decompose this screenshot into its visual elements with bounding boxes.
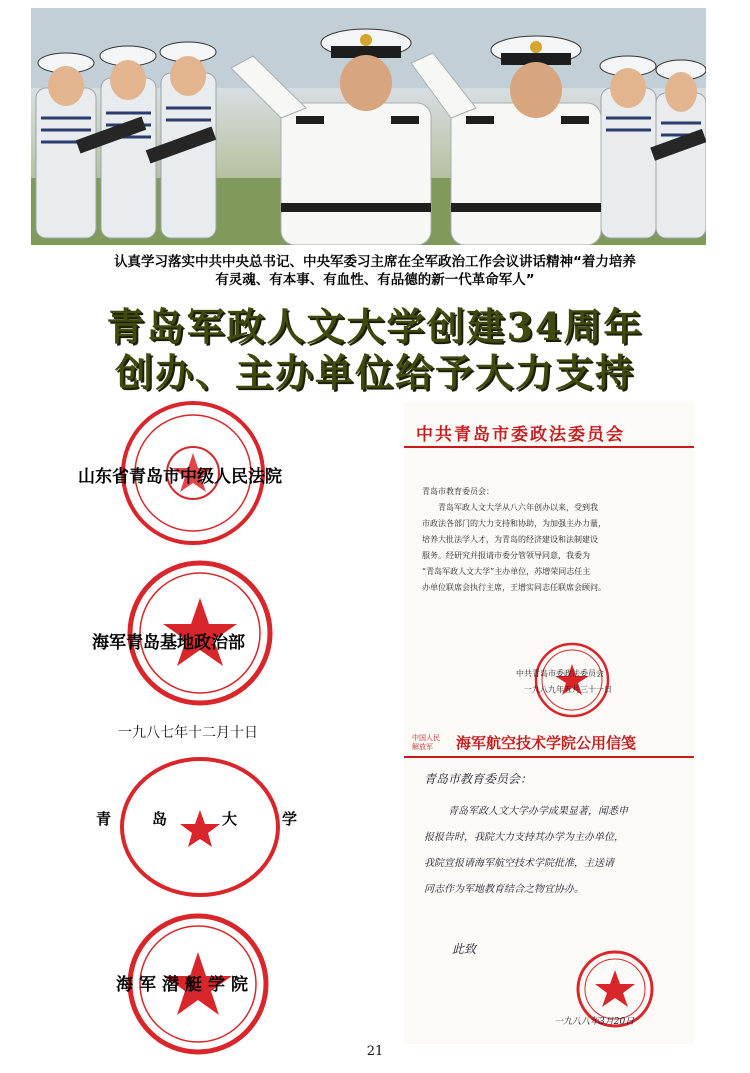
- letter1-body-line: 培养大批法学人才，为青岛的经济建设和法制建设: [422, 535, 598, 544]
- caption-line-2: 有灵魂、有本事、有血性、有品德的新一代革命军人”: [215, 272, 535, 288]
- letter2-closing: 此致: [452, 942, 477, 956]
- naval-aviation-letter: [404, 722, 694, 1044]
- sailors-saluting-image: [31, 8, 706, 245]
- letter2-org-small-line-2: 解放军: [412, 743, 433, 751]
- letter2-org-small: [412, 734, 440, 752]
- letter2-body-line: 青岛军政人文大学办学成果显著，闻悉申: [448, 806, 628, 817]
- letter2-body-line: 报报告时，我院大力支持其办学为主办单位，: [424, 832, 624, 843]
- letter1-body-line: 服务。经研究并报请市委分管领导同意，我委为: [422, 551, 590, 560]
- letter1-rule: [404, 446, 694, 448]
- letter1-letterhead: 中共青岛市委政法委员会: [416, 425, 625, 445]
- submarine-academy-seal-label: 海军潜艇学院: [116, 975, 254, 995]
- caption-line-1: 认真学习落实中共中央总书记、中央军委习主席在全军政治工作会议讲话精神“着力培养: [114, 254, 636, 270]
- page-number: 21: [366, 1044, 384, 1059]
- university-label-char-2: 岛: [152, 810, 168, 828]
- qingdao-university-seal: [110, 752, 290, 902]
- court-seal-label: 山东省青岛市中级人民法院: [78, 467, 282, 487]
- headline-line-2: 创办、主办单位给予大力支持: [114, 350, 635, 395]
- politics-law-committee-letter: [404, 402, 694, 722]
- letter2-salutation: 青岛市教育委员会：: [424, 772, 533, 786]
- letter1-date: 一九八九年五月三十一日: [524, 685, 612, 694]
- headline-line-1: 青岛军政人文大学创建34周年: [106, 304, 644, 349]
- seal-date: 一九八七年十二月十日: [118, 725, 258, 741]
- letter1-stamp: [532, 640, 612, 720]
- letter1-body-line: “青岛军政人文大学”主办单位，苏增荣同志任主: [422, 567, 591, 576]
- letter2-rule: [404, 756, 694, 758]
- letter1-text: [422, 484, 682, 596]
- letter2-date: 一九八八年3月20日: [554, 1017, 635, 1027]
- university-label-char-4: 学: [282, 810, 298, 828]
- letter2-body-line: 同志作为军地教育结合之物宜协办。: [424, 884, 584, 895]
- navy-base-seal-label: 海军青岛基地政治部: [92, 633, 245, 653]
- letter2-letterhead: 海军航空技术学院公用信笺: [456, 734, 637, 752]
- letter1-body-line: 市政法各部门的大力支持和协助，为加强主办力量，: [422, 519, 606, 528]
- header-photo: [31, 8, 706, 245]
- letter2-org-small-line-1: 中国人民: [412, 734, 440, 742]
- caption: [20, 253, 730, 289]
- qingdao-university-seal-stamp: [110, 752, 290, 902]
- university-label-char-3: 大: [222, 810, 238, 828]
- letter1-body-line: 青岛军政人文大学从八六年创办以来，受到我: [438, 503, 598, 512]
- letter2-body-line: 我院宣报请海军航空技术学院批准，主送请: [424, 858, 614, 869]
- letter1-body-line: 办单位联席会执行主席，王增实同志任联席会顾问。: [422, 583, 606, 592]
- letter1-salutation: 青岛市教育委员会：: [422, 487, 494, 496]
- university-label-char-1: 青: [96, 810, 112, 828]
- letter1-signature: 中共青岛市委政法委员会: [516, 669, 604, 678]
